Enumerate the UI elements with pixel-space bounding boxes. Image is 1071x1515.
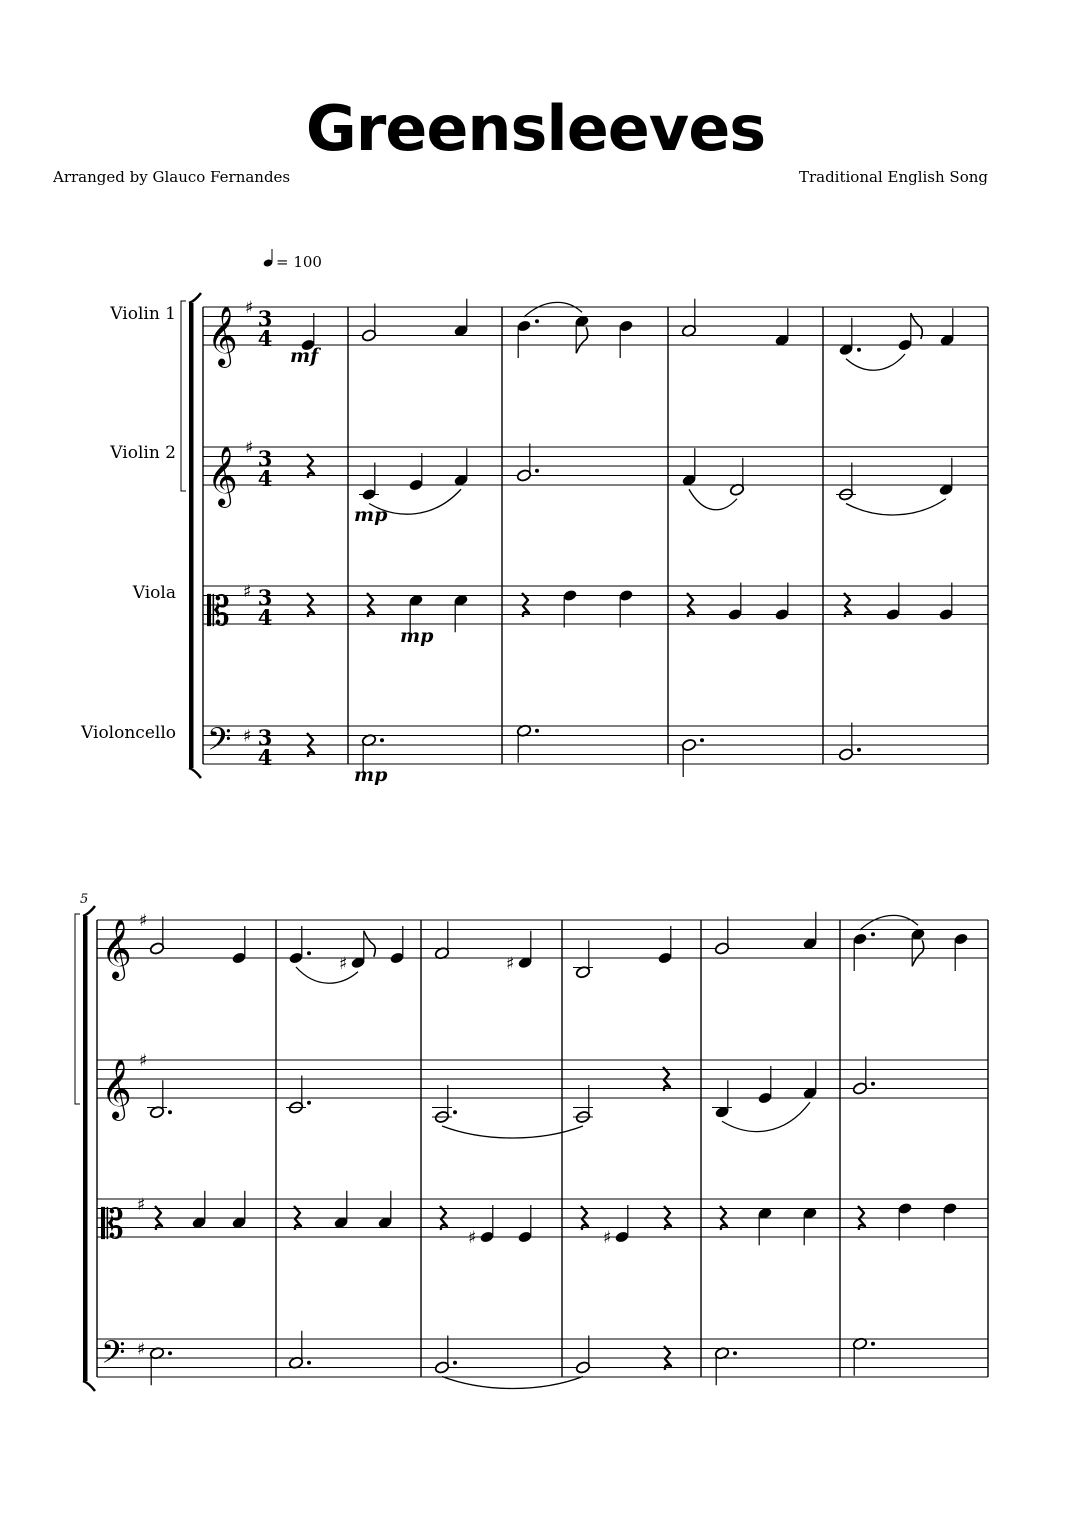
augmentation-dot (871, 1342, 875, 1346)
dynamic-viola: mp (400, 625, 434, 647)
treble-clef-icon: 𝄞 (207, 306, 238, 366)
augmentation-dot (871, 1082, 875, 1086)
slur (524, 302, 582, 317)
treble-clef-icon: 𝄞 (101, 919, 132, 979)
bracket-hook-top (83, 906, 95, 916)
time-signature-top: 3 (257, 306, 273, 331)
augmentation-dot (307, 1361, 311, 1365)
bracket-hook-bottom (189, 768, 201, 778)
violin-subbracket (181, 301, 186, 491)
slur (860, 915, 918, 930)
alto-clef-icon: 𝄡 (101, 1200, 124, 1248)
sharp-icon: ♯ (339, 953, 348, 974)
augmentation-dot (857, 348, 861, 352)
sharp-icon: ♯ (137, 1194, 146, 1215)
dynamic-violin2: mp (354, 504, 388, 526)
instrument-name-viola: Viola (132, 583, 176, 603)
slur (846, 499, 946, 515)
score-title: Greensleeves (305, 92, 766, 165)
augmentation-dot (453, 1361, 457, 1365)
system-bracket (83, 916, 88, 1381)
slur (296, 967, 358, 983)
treble-clef-icon: 𝄞 (207, 446, 238, 506)
augmentation-dot (857, 748, 861, 752)
sharp-icon: ♯ (468, 1228, 477, 1248)
instrument-name-violin2: Violin 2 (110, 443, 176, 463)
augmentation-dot (871, 932, 875, 936)
augmentation-dot (733, 1351, 737, 1355)
time-signature-bottom: 4 (257, 605, 273, 630)
augmentation-dot (535, 469, 539, 473)
augmentation-dot (307, 951, 311, 955)
composer-credit: Traditional English Song (798, 168, 988, 186)
augmentation-dot (380, 738, 384, 742)
slur (722, 1102, 810, 1131)
augmentation-dot (535, 729, 539, 733)
system-bracket (189, 303, 194, 768)
violin-subbracket (75, 914, 80, 1104)
sharp-icon: ♯ (245, 298, 254, 318)
measure-number: 5 (80, 892, 89, 907)
sharp-icon: ♯ (603, 1228, 612, 1248)
note-flag (576, 327, 588, 353)
augmentation-dot (453, 1110, 457, 1114)
slur (689, 489, 737, 510)
sharp-icon: ♯ (245, 438, 254, 458)
augmentation-dot (168, 1110, 172, 1114)
time-signature-top: 3 (257, 725, 273, 750)
instrument-name-cello: Violoncello (81, 723, 176, 743)
augmentation-dot (307, 1101, 311, 1105)
dynamic-cello: mp (354, 764, 388, 786)
sharp-icon: ♯ (506, 953, 515, 974)
bass-clef-icon: 𝄢 (207, 721, 232, 765)
sharp-icon: ♯ (139, 1051, 148, 1071)
augmentation-dot (700, 738, 704, 742)
treble-clef-icon: 𝄞 (101, 1059, 132, 1119)
augmentation-dot (168, 1351, 172, 1355)
arranger-credit: Arranged by Glauco Fernandes (53, 168, 291, 186)
sharp-icon: ♯ (243, 726, 252, 747)
time-signature-top: 3 (257, 585, 273, 610)
time-signature-top: 3 (257, 446, 273, 471)
sharp-icon: ♯ (139, 911, 148, 931)
alto-clef-icon: 𝄡 (207, 587, 230, 635)
time-signature-bottom: 4 (257, 326, 273, 351)
bass-clef-icon: 𝄢 (101, 1334, 126, 1378)
note-flag (912, 940, 924, 966)
instrument-name-violin1: Violin 1 (110, 304, 176, 324)
sharp-icon: ♯ (137, 1339, 146, 1360)
note-flag (364, 931, 376, 957)
bracket-hook-bottom (83, 1381, 95, 1391)
augmentation-dot (535, 319, 539, 323)
slur (442, 1377, 583, 1389)
tempo-marking: = 100 (276, 253, 322, 271)
time-signature-bottom: 4 (257, 466, 273, 491)
score-text (80, 253, 434, 907)
sharp-icon: ♯ (243, 581, 252, 602)
slur (846, 354, 905, 370)
bracket-hook-top (189, 293, 201, 303)
time-signature-bottom: 4 (257, 745, 273, 770)
dynamic-violin1: mf (290, 345, 319, 367)
